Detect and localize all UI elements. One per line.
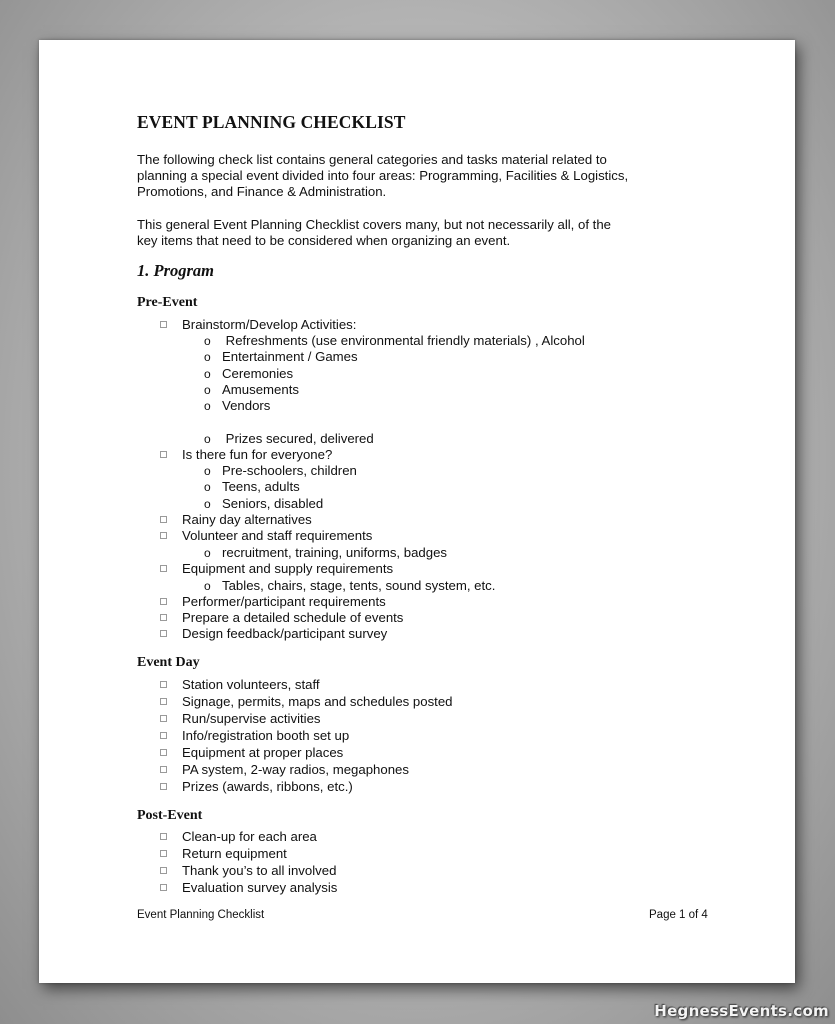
- checklist-item: [182, 711, 321, 727]
- circle-bullet-icon: o: [204, 480, 211, 494]
- item-text: Thank you’s to all involved: [182, 863, 337, 878]
- checklist-subitem: [204, 333, 585, 349]
- checklist-item: [182, 561, 393, 577]
- checkbox-icon: [160, 321, 167, 328]
- checklist-item: [182, 317, 356, 333]
- checklist-subitem: [204, 349, 358, 365]
- item-text: Clean-up for each area: [182, 829, 317, 844]
- checkbox-icon: [160, 867, 167, 874]
- checklist-item: [182, 728, 349, 744]
- item-text: Vendors: [222, 398, 271, 413]
- section-heading-program: 1. Program: [137, 261, 215, 280]
- circle-bullet-icon: o: [204, 350, 211, 364]
- checkbox-icon: [160, 850, 167, 857]
- item-text: Equipment and supply requirements: [182, 561, 394, 576]
- checklist-subitem: [204, 366, 293, 382]
- watermark-text: HegnessEvents.com: [654, 1002, 829, 1020]
- item-text: Brainstorm/Develop Activities:: [182, 317, 357, 332]
- checkbox-icon: [160, 833, 167, 840]
- checklist-item: [182, 626, 387, 642]
- intro-line: key items that need to be considered when organizing an event.: [137, 233, 511, 248]
- item-text: Entertainment / Games: [222, 349, 358, 364]
- item-text: Ceremonies: [222, 366, 294, 381]
- checklist-item: [182, 745, 343, 761]
- circle-bullet-icon: o: [204, 432, 211, 446]
- item-text: Refreshments (use environmental friendly materials) , Alcohol: [222, 333, 585, 348]
- checkbox-icon: [160, 783, 167, 790]
- checkbox-icon: [160, 630, 167, 637]
- checklist-subitem: [204, 382, 299, 398]
- item-text: Info/registration booth set up: [182, 728, 350, 743]
- checklist-item: [182, 762, 409, 778]
- checklist-item: [182, 677, 320, 693]
- item-text: Performer/participant requirements: [182, 594, 386, 609]
- item-text: Return equipment: [182, 846, 287, 861]
- checkbox-icon: [160, 698, 167, 705]
- checkbox-icon: [160, 598, 167, 605]
- item-text: Prepare a detailed schedule of events: [182, 610, 404, 625]
- checkbox-icon: [160, 766, 167, 773]
- checklist-item: [182, 512, 312, 528]
- circle-bullet-icon: o: [204, 399, 211, 413]
- item-text: recruitment, training, uniforms, badges: [222, 545, 448, 560]
- checklist-item: [182, 829, 317, 845]
- checkbox-icon: [160, 614, 167, 621]
- checklist-item: [182, 863, 336, 879]
- item-text: Amusements: [222, 382, 299, 397]
- checkbox-icon: [160, 884, 167, 891]
- item-text: Teens, adults: [222, 479, 300, 494]
- checklist-item: [182, 610, 403, 626]
- document-page: [39, 40, 795, 983]
- heading-pre-event: Pre-Event: [137, 295, 198, 310]
- footer-page-number: Page 1 of 4: [649, 909, 708, 921]
- intro-line: The following check list contains general categories and tasks material related to: [137, 152, 607, 167]
- checklist-item: [182, 594, 386, 610]
- checklist-item: [182, 779, 353, 795]
- intro-line: Promotions, and Finance & Administration.: [137, 184, 387, 199]
- item-text: Rainy day alternatives: [182, 512, 312, 527]
- item-text: Equipment at proper places: [182, 745, 344, 760]
- circle-bullet-icon: o: [204, 383, 211, 397]
- circle-bullet-icon: o: [204, 464, 211, 478]
- checklist-subitem: [204, 431, 374, 447]
- checkbox-icon: [160, 565, 167, 572]
- checkbox-icon: [160, 451, 167, 458]
- item-text: Station volunteers, staff: [182, 677, 320, 692]
- checkbox-icon: [160, 715, 167, 722]
- checklist-subitem: [204, 463, 357, 479]
- item-text: PA system, 2-way radios, megaphones: [182, 762, 409, 777]
- checklist-item: [182, 447, 332, 463]
- circle-bullet-icon: o: [204, 334, 211, 348]
- item-text: Evaluation survey analysis: [182, 880, 338, 895]
- checklist-item: [182, 846, 287, 862]
- item-text: Design feedback/participant survey: [182, 626, 388, 641]
- checklist-item: [182, 528, 372, 544]
- footer-title: Event Planning Checklist: [137, 909, 265, 921]
- item-text: Is there fun for everyone?: [182, 447, 333, 462]
- circle-bullet-icon: o: [204, 546, 211, 560]
- heading-event-day: Event Day: [137, 655, 200, 670]
- checkbox-icon: [160, 532, 167, 539]
- item-text: Volunteer and staff requirements: [182, 528, 373, 543]
- checklist-subitem: [204, 479, 300, 495]
- checklist-subitem: [204, 578, 495, 594]
- item-text: Prizes (awards, ribbons, etc.): [182, 779, 353, 794]
- document-title: EVENT PLANNING CHECKLIST: [137, 112, 406, 132]
- checklist-subitem: [204, 398, 270, 414]
- circle-bullet-icon: o: [204, 497, 211, 511]
- checkbox-icon: [160, 732, 167, 739]
- checklist-item: [182, 880, 337, 896]
- heading-post-event: Post-Event: [137, 808, 203, 823]
- intro-line: planning a special event divided into four areas: Programming, Facilities & Logistics,: [137, 168, 629, 183]
- item-text: Signage, permits, maps and schedules posted: [182, 694, 453, 709]
- item-text: Run/supervise activities: [182, 711, 321, 726]
- checklist-subitem: [204, 545, 447, 561]
- intro-line: This general Event Planning Checklist covers many, but not necessarily all, of the: [137, 217, 612, 232]
- checkbox-icon: [160, 749, 167, 756]
- item-text: Pre-schoolers, children: [222, 463, 357, 478]
- item-text: Prizes secured, delivered: [222, 431, 374, 446]
- checklist-subitem: [204, 496, 323, 512]
- checklist-item: [182, 694, 453, 710]
- circle-bullet-icon: o: [204, 367, 211, 381]
- item-text: Tables, chairs, stage, tents, sound system, etc.: [222, 578, 496, 593]
- checkbox-icon: [160, 516, 167, 523]
- checkbox-icon: [160, 681, 167, 688]
- item-text: Seniors, disabled: [222, 496, 324, 511]
- circle-bullet-icon: o: [204, 579, 211, 593]
